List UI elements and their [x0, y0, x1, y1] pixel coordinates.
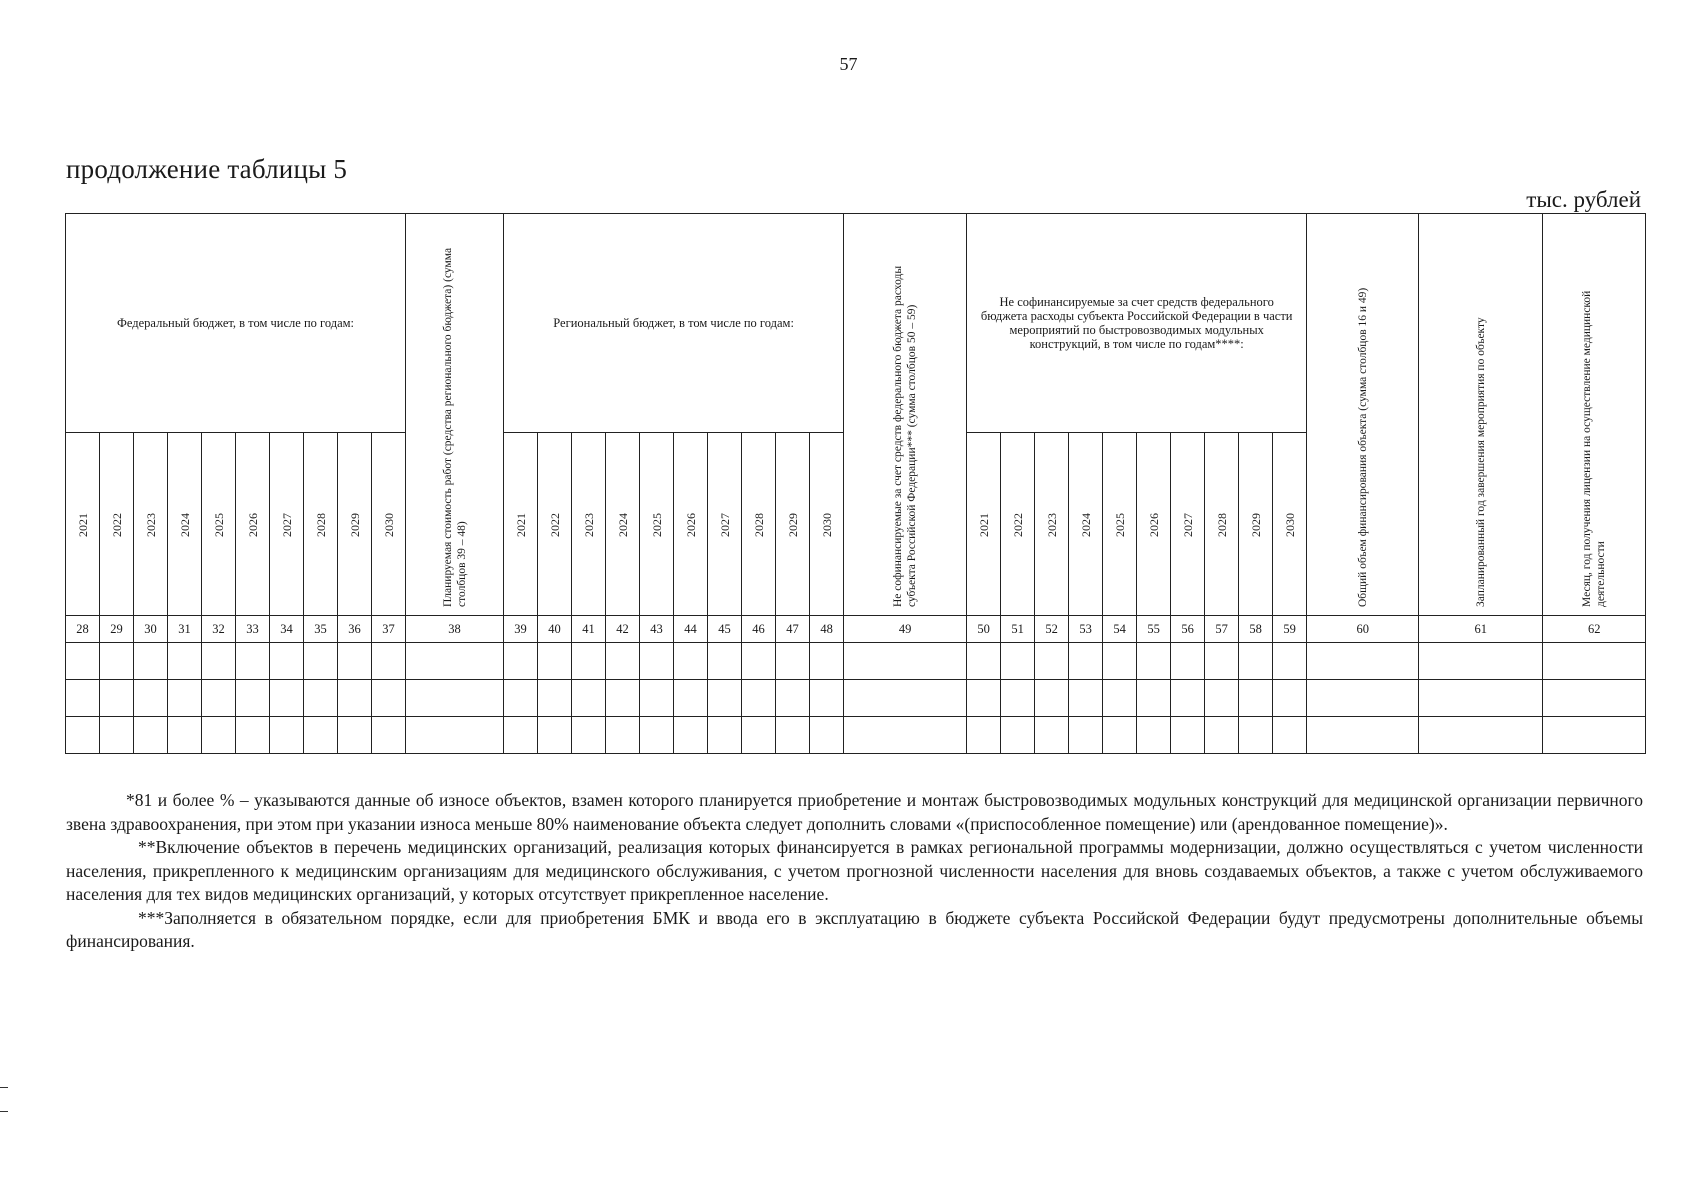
table-cell [304, 643, 338, 680]
table-cell [134, 717, 168, 754]
year-label: 2026 [1146, 513, 1161, 537]
table-cell [1069, 680, 1103, 717]
table-cell [1307, 643, 1419, 680]
year-cell [66, 433, 100, 616]
table-cell [1001, 717, 1035, 754]
regional-budget-header: Региональный бюджет, в том числе по годам: [504, 214, 844, 433]
table-cell [1205, 717, 1239, 754]
year-label: 2024 [177, 513, 192, 537]
year-label: 2027 [279, 513, 294, 537]
year-label: 2030 [819, 513, 834, 537]
year-label: 2022 [547, 513, 562, 537]
year-cell [236, 433, 270, 616]
table-cell [1001, 643, 1035, 680]
column-number: 30 [134, 616, 168, 643]
table-cell [1419, 643, 1543, 680]
table-cell [1103, 717, 1137, 754]
table-cell [844, 680, 967, 717]
column-number: 34 [270, 616, 304, 643]
column-number: 56 [1171, 616, 1205, 643]
table-cell [538, 717, 572, 754]
year-label: 2029 [347, 513, 362, 537]
year-cell [572, 433, 606, 616]
column-number: 48 [810, 616, 844, 643]
table-row [66, 717, 1646, 754]
table-cell [742, 680, 776, 717]
column-number: 45 [708, 616, 742, 643]
table-cell [1307, 680, 1419, 717]
table-cell [1239, 680, 1273, 717]
year-label: 2026 [683, 513, 698, 537]
column-number: 50 [967, 616, 1001, 643]
year-cell [776, 433, 810, 616]
table-cell [1273, 680, 1307, 717]
year-label: 2023 [1044, 513, 1059, 537]
column-number: 49 [844, 616, 967, 643]
column-number: 32 [202, 616, 236, 643]
year-cell [674, 433, 708, 616]
footnote: **Включение объектов в перечень медицинских организаций, реализация которых финансируется в рамках региональной программы модернизации, должно осуществляться с учетом численности населения, прикрепленного к медицинским организациям для медицинского обслуживания, с учетом прогнозной численности населения для вновь создаваемых объектов, а также с учетом обслуживаемого населения для тех видов медицинских организаций, у которых отсутствует прикрепленное население. [66, 837, 1643, 904]
table-cell [810, 717, 844, 754]
year-cell [708, 433, 742, 616]
column-number: 42 [606, 616, 640, 643]
table-cell [538, 643, 572, 680]
column-number: 40 [538, 616, 572, 643]
footnote: ***Заполняется в обязательном порядке, если для приобретения БМК и ввода его в эксплуатацию в бюджете субъекта Российской Федерации будут предусмотрены дополнительные объемы финансирования. [66, 907, 1643, 951]
table-cell [236, 717, 270, 754]
table-cell [572, 680, 606, 717]
table-cell [844, 717, 967, 754]
table-cell [236, 643, 270, 680]
year-cell [1001, 433, 1035, 616]
table-cell [168, 680, 202, 717]
year-label: 2028 [1214, 513, 1229, 537]
column-number: 59 [1273, 616, 1307, 643]
table-cell [1273, 717, 1307, 754]
year-label: 2026 [245, 513, 260, 537]
table-cell [270, 643, 304, 680]
nonco-header: Не софинансируемые за счет средств федерального бюджета расходы субъекта Российской Федерации в части мероприятий по быстровозводимых модульных конструкций, в том числе по годам****: [967, 214, 1307, 433]
table-cell [1239, 643, 1273, 680]
table-cell [640, 643, 674, 680]
year-label: 2025 [211, 513, 226, 537]
year-label: 2023 [143, 513, 158, 537]
year-cell [202, 433, 236, 616]
year-label: 2021 [513, 513, 528, 537]
year-cell [967, 433, 1001, 616]
col60-header-text: Общий объем финансирования объекта (сумма столбцов 16 и 49) [1356, 287, 1369, 607]
year-cell [168, 433, 202, 616]
year-cell [504, 433, 538, 616]
table-cell [504, 717, 538, 754]
year-cell [304, 433, 338, 616]
year-cell [1103, 433, 1137, 616]
column-number: 55 [1137, 616, 1171, 643]
table-cell [1419, 717, 1543, 754]
column-number: 47 [776, 616, 810, 643]
year-cell [606, 433, 640, 616]
table-cell [270, 717, 304, 754]
table-cell [66, 643, 100, 680]
table-cell [338, 717, 372, 754]
table-cell [742, 717, 776, 754]
table-cell [504, 680, 538, 717]
table-cell [606, 717, 640, 754]
table-cell [100, 643, 134, 680]
column-number: 54 [1103, 616, 1137, 643]
column-number: 33 [236, 616, 270, 643]
year-cell [1171, 433, 1205, 616]
table-cell [844, 643, 967, 680]
column-number: 52 [1035, 616, 1069, 643]
year-cell [640, 433, 674, 616]
column-number: 62 [1543, 616, 1646, 643]
year-label: 2021 [976, 513, 991, 537]
column-number: 60 [1307, 616, 1419, 643]
table-cell [810, 680, 844, 717]
col60-header [1307, 214, 1419, 616]
year-label: 2021 [75, 513, 90, 537]
table-cell [1205, 680, 1239, 717]
table-cell [572, 717, 606, 754]
table-cell [606, 680, 640, 717]
table-cell [1137, 643, 1171, 680]
year-label: 2029 [785, 513, 800, 537]
year-label: 2024 [615, 513, 630, 537]
table-cell [1035, 717, 1069, 754]
year-label: 2023 [581, 513, 596, 537]
table-cell [406, 717, 504, 754]
column-number: 58 [1239, 616, 1273, 643]
table-cell [538, 680, 572, 717]
col61-header [1419, 214, 1543, 616]
table-cell [504, 643, 538, 680]
column-number: 44 [674, 616, 708, 643]
column-number: 46 [742, 616, 776, 643]
column-number: 57 [1205, 616, 1239, 643]
continuation-title: продолжение таблицы 5 [66, 154, 348, 184]
margin-mark [0, 1111, 8, 1112]
table-cell [406, 680, 504, 717]
table-cell [1171, 643, 1205, 680]
financing-table [65, 213, 1646, 754]
table-cell [304, 717, 338, 754]
table-cell [100, 717, 134, 754]
year-label: 2027 [717, 513, 732, 537]
table-cell [967, 643, 1001, 680]
table-cell [1069, 643, 1103, 680]
column-number: 53 [1069, 616, 1103, 643]
col61-header-text: Запланированный год завершения мероприятия по объекту [1474, 317, 1487, 607]
year-cell [1035, 433, 1069, 616]
table-cell [372, 680, 406, 717]
table-cell [1307, 717, 1419, 754]
footnote: *81 и более % – указываются данные об износе объектов, взамен которого планируется приобретение и монтаж быстровозводимых модульных конструкций для медицинской организации первичного звена здравоохранения, при этом при указании износа меньше 80% наименование объекта следует дополнить словами «(приспособленное помещение) или (арендованное помещение)». [66, 790, 1643, 834]
federal-budget-header: Федеральный бюджет, в том числе по годам: [66, 214, 406, 433]
table-cell [708, 680, 742, 717]
table-cell [372, 717, 406, 754]
table-cell [1137, 680, 1171, 717]
table-cell [406, 643, 504, 680]
table-cell [967, 717, 1001, 754]
col49-header [844, 214, 967, 616]
year-cell [538, 433, 572, 616]
table-cell [372, 643, 406, 680]
table-cell [202, 717, 236, 754]
table-cell [134, 680, 168, 717]
table-row [66, 643, 1646, 680]
year-label: 2027 [1180, 513, 1195, 537]
table-cell [134, 643, 168, 680]
year-label: 2025 [649, 513, 664, 537]
page-number: 57 [839, 54, 858, 74]
col38-header-text: Планируемая стоимость работ (средства регионального бюджета) (сумма столбцов 39 – 48) [441, 247, 468, 607]
year-cell [1137, 433, 1171, 616]
column-number: 51 [1001, 616, 1035, 643]
year-cell [1069, 433, 1103, 616]
column-number: 41 [572, 616, 606, 643]
table-cell [572, 643, 606, 680]
col38-header [406, 214, 504, 616]
year-label: 2030 [1282, 513, 1297, 537]
table-cell [202, 643, 236, 680]
table-cell [202, 680, 236, 717]
year-cell [100, 433, 134, 616]
table-cell [1001, 680, 1035, 717]
table-cell [742, 643, 776, 680]
column-number: 38 [406, 616, 504, 643]
table-cell [708, 717, 742, 754]
column-number: 28 [66, 616, 100, 643]
year-label: 2025 [1112, 513, 1127, 537]
year-label: 2029 [1248, 513, 1263, 537]
table-cell [606, 643, 640, 680]
empty-rows [66, 643, 1646, 754]
table-cell [338, 643, 372, 680]
year-label: 2024 [1078, 513, 1093, 537]
col49-header-text: Не софинансируемые за счет средств федерального бюджета расходы субъекта Российской Федерации*** (сумма столбцов 50 – 59) [892, 265, 919, 607]
year-cell [810, 433, 844, 616]
table-cell [1103, 680, 1137, 717]
table-cell [1205, 643, 1239, 680]
table-cell [640, 717, 674, 754]
table-cell [1035, 643, 1069, 680]
year-label: 2028 [751, 513, 766, 537]
table-cell [338, 680, 372, 717]
year-cell [372, 433, 406, 616]
table-cell [1171, 680, 1205, 717]
table-cell [270, 680, 304, 717]
table-cell [1419, 680, 1543, 717]
table-cell [1543, 717, 1646, 754]
column-number: 29 [100, 616, 134, 643]
year-label: 2030 [381, 513, 396, 537]
year-cell [742, 433, 776, 616]
year-cell [134, 433, 168, 616]
col62-header [1543, 214, 1646, 616]
year-cell [1239, 433, 1273, 616]
year-cell [338, 433, 372, 616]
column-number: 31 [168, 616, 202, 643]
table-cell [674, 643, 708, 680]
table-cell [1543, 643, 1646, 680]
column-number: 43 [640, 616, 674, 643]
table-cell [776, 680, 810, 717]
table-cell [810, 643, 844, 680]
table-cell [776, 643, 810, 680]
units-label: тыс. рублей [1526, 187, 1641, 212]
table-cell [640, 680, 674, 717]
table-cell [1543, 680, 1646, 717]
header-row-groups [66, 214, 1646, 433]
table-cell [168, 643, 202, 680]
table-cell [66, 717, 100, 754]
table-cell [168, 717, 202, 754]
table-cell [1069, 717, 1103, 754]
table-cell [674, 717, 708, 754]
table-cell [1137, 717, 1171, 754]
column-number: 35 [304, 616, 338, 643]
table-cell [1035, 680, 1069, 717]
year-cell [1205, 433, 1239, 616]
table-cell [1273, 643, 1307, 680]
table-cell [1171, 717, 1205, 754]
column-number: 36 [338, 616, 372, 643]
year-cell [270, 433, 304, 616]
table-cell [304, 680, 338, 717]
footnotes [66, 789, 1643, 954]
table-cell [967, 680, 1001, 717]
table-row [66, 680, 1646, 717]
table-cell [1103, 643, 1137, 680]
table-cell [66, 680, 100, 717]
table-cell [708, 643, 742, 680]
table-cell [674, 680, 708, 717]
table-cell [236, 680, 270, 717]
year-label: 2028 [313, 513, 328, 537]
table-cell [776, 717, 810, 754]
year-label: 2022 [1010, 513, 1025, 537]
column-number: 61 [1419, 616, 1543, 643]
col62-header-text: Месяц, год получения лицензии на осуществление медицинской деятельности [1581, 290, 1608, 607]
table-cell [100, 680, 134, 717]
table-cell [1239, 717, 1273, 754]
column-number: 39 [504, 616, 538, 643]
margin-mark [0, 1087, 8, 1088]
year-label: 2022 [109, 513, 124, 537]
column-number-row [66, 616, 1646, 643]
column-number: 37 [372, 616, 406, 643]
year-cell [1273, 433, 1307, 616]
